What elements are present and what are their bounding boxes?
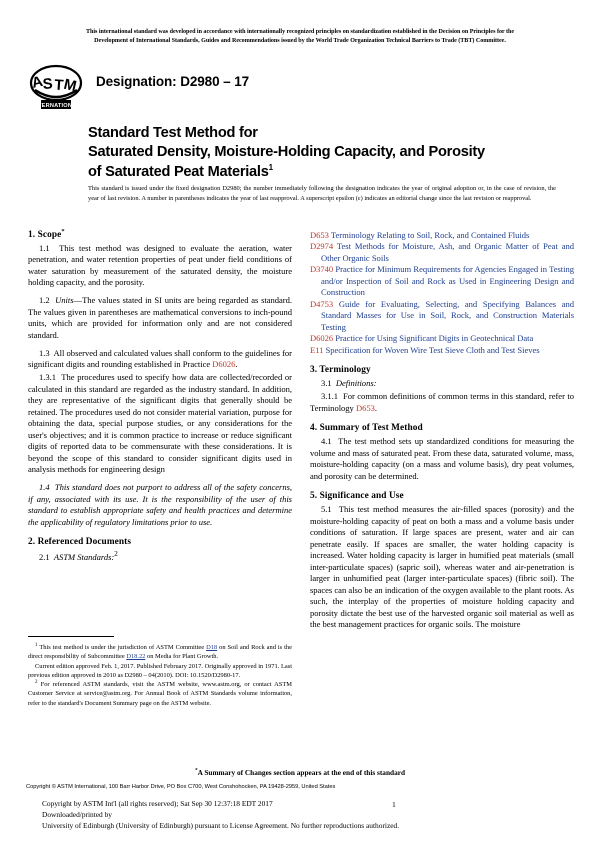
paragraph-3-1-1 (310, 391, 574, 414)
two-column-body (28, 227, 574, 632)
footnote-1-text-c: on Media for Plant Growth. (145, 653, 219, 661)
paragraph-4-1 (310, 436, 574, 482)
standard-number[interactable]: D2974 (310, 241, 334, 252)
paragraph-1-3-text-a: All observed and calculated values shall conform to the guidelines for significant digits and rounding established in Practice (28, 347, 292, 370)
license-line-2: Downloaded/printed by (42, 810, 112, 820)
paragraph-1-1-number: 1.1 (39, 243, 50, 253)
svg-text:A: A (30, 72, 45, 92)
paragraph-1-3-1-text: The procedures used to specify how data are collected/recorded or calculated in this standard are regarded as the industry standard. In addition, they are representative of the significant digits that generally should be retained. The procedures used do not consider material variation, purpose for obtaining the data, special purpose studies, or any considerations for the user's objectives; and it is common practice to increase or reduce significant digits of reported data to be commensurate with these considerations. It is beyond the scope of this standard to consider significant digits used in analysis methods for engineering design (28, 372, 292, 475)
page-number: 1 (392, 800, 396, 809)
title-line-3-text: of Saturated Peat Materials (88, 163, 269, 180)
section-heading-terminology: 3. Terminology (310, 365, 371, 376)
paragraph-1-3-text-b: . (235, 359, 238, 370)
standard-title[interactable]: Test Methods for Moisture, Ash, and Organic Matter of Peat and Other Organic Soils (321, 241, 574, 263)
referenced-standards-list (310, 230, 574, 356)
standard-number[interactable]: D6026 (310, 333, 334, 344)
title-footnote-marker: 1 (268, 162, 273, 172)
scope-heading-marker: * (61, 227, 65, 235)
paragraph-1-1-text: This test method was designed to evaluate the aeration, water penetration, and water retention properties of peat under field conditions of water saturation by measurement of the saturated density, the moisture holding capacity, and the porosity. (28, 243, 292, 288)
section-heading-referenced-documents: 2. Referenced Documents (28, 537, 132, 548)
paragraph-5-1-text: This test method measures the air-filled spaces (porosity) and the moisture-holding capacity of peat on both a mass and a volume basis under conditions of saturation. If large spaces are present, water and air can penetrate easily. If spaces are smaller, the water holding capacity is increased. Water holding capacity is larger in humified peat materials (small inter-particulate spaces) (sapric soil), whereas water and air-penetration is larger in unhumified peat (larger inter-particulate spaces) (fibric soil). The spaces can also be an indication of the oxygen available to the plant roots. As such, the interplay of the properties of moisture holding capacity and porosity dictate the best use of the harvested organic soil material as well as the best management practices for organic soils. The moisture (310, 504, 574, 630)
paragraph-1-3-number: 1.3 (39, 347, 50, 358)
paragraph-1-3-1-number: 1.3.1 (39, 372, 56, 383)
link-committee-d18[interactable]: D18 (206, 644, 218, 651)
footnote-divider (28, 636, 114, 637)
standard-number[interactable]: D653 (310, 230, 329, 240)
list-item[interactable] (310, 333, 574, 344)
footnote-current-edition: Current edition approved Feb. 1, 2017. Published February 2017. Originally approved in 1971. Last previous edition approved in 2010 as D2980 – 04(2010). DOI: 10.1520/D2980-17. (28, 662, 292, 679)
paragraph-1-3 (28, 348, 292, 371)
svg-text:INTERNATIONAL: INTERNATIONAL (32, 103, 80, 109)
footnote-1-text-b: on Soil and Rock and is the direct responsibility of Subcommittee (28, 644, 292, 661)
list-item[interactable] (310, 230, 574, 241)
paragraph-1-2-lead: Units (55, 295, 74, 306)
list-item[interactable] (310, 345, 574, 356)
paragraph-1-1 (28, 243, 292, 289)
tbt-header-note (32, 28, 568, 46)
paragraph-1-2-number: 1.2 (39, 295, 50, 306)
page-title (88, 124, 570, 182)
section-heading-summary-of-test-method: 4. Summary of Test Method (310, 423, 423, 434)
right-column (310, 230, 574, 632)
list-item[interactable] (310, 241, 574, 264)
standard-title[interactable]: Practice for Minimum Requirements for Agencies Engaged in Testing and/or Inspection of Soil and Rock as Used in Engineering Design and Construction (321, 264, 574, 298)
paragraph-3-1-number: 3.1 (321, 378, 332, 389)
summary-of-changes-note (0, 768, 600, 777)
paragraph-1-4-number: 1.4 (39, 482, 50, 493)
paragraph-3-1-lead: Definitions: (335, 378, 377, 389)
standard-number[interactable]: E11 (310, 344, 324, 355)
link-subcommittee-d18-22[interactable]: D18.22 (126, 653, 146, 661)
title-line-3 (88, 163, 570, 182)
paragraph-1-4-text: This standard does not purport to address all of the safety concerns, if any, associated with its use. It is the responsibility of the user of this standard to establish appropriate safety and health practices and determine the applicability of regulatory limitations prior to use. (28, 482, 292, 527)
footnote-1 (28, 643, 292, 662)
paragraph-3-1-1-number: 3.1.1 (321, 391, 338, 402)
section-heading-significance-and-use: 5. Significance and Use (310, 491, 404, 502)
link-d6026-practice[interactable]: D6026 (212, 359, 236, 370)
footnote-2-marker: 2 (35, 679, 38, 685)
title-line-2: Saturated Density, Moisture-Holding Capacity, and Porosity (88, 144, 485, 161)
footnote-1-text-a: This test method is under the jurisdiction of ASTM Committee (39, 644, 207, 651)
designation-text: Designation: D2980 – 17 (96, 74, 250, 89)
logo-designation-row (28, 64, 249, 110)
paragraph-4-1-text: The test method sets up standardized conditions for measuring the volume and mass of saturated peat. From these data, saturated volume, mass, moisture-holding capacity (on a mass and volume basis), dry peat volumes, and porosity can be determined. (310, 436, 574, 481)
standard-number[interactable]: D3740 (310, 264, 334, 275)
footnotes-block (28, 636, 292, 708)
paragraph-3-1 (310, 378, 574, 389)
section-heading-scope (28, 227, 292, 240)
copyright-line: Copyright © ASTM International, 100 Barr Harbor Drive, PO Box C700, West Conshohocken, PA 19428-2959, United States (26, 784, 336, 790)
summary-note-text: A Summary of Changes section appears at the end of this standard (197, 768, 406, 777)
standard-title[interactable]: Guide for Evaluating, Selecting, and Specifying Balances and Standard Masses for Use in Soil, Rock, and Construction Materials Testing (321, 298, 574, 332)
standard-title[interactable]: Practice for Using Significant Digits in Geotechnical Data (335, 333, 534, 344)
paragraph-1-3-1 (28, 372, 292, 475)
left-column (28, 227, 292, 632)
astm-logo-icon (28, 64, 84, 110)
footnote-2-text: For referenced ASTM standards, visit the ASTM website, www.astm.org, or contact ASTM Customer Service at service@astm.org. For Annual Book of ASTM Standards volume information, refer to the standard's Document Summary page on the ASTM website. (28, 681, 292, 707)
standard-number[interactable]: D4753 (310, 298, 334, 309)
paragraph-5-1 (310, 504, 574, 630)
svg-text:S: S (42, 75, 54, 93)
svg-text:T: T (53, 76, 65, 95)
license-block (42, 798, 399, 831)
paragraph-4-1-number: 4.1 (321, 436, 332, 447)
scope-heading-text: 1. Scope (28, 230, 62, 240)
title-line-1: Standard Test Method for (88, 125, 258, 141)
paragraph-1-4 (28, 482, 292, 528)
paragraph-2-1 (28, 550, 292, 563)
list-item[interactable] (310, 299, 574, 333)
paragraph-2-1-heading: ASTM Standards: (53, 551, 115, 562)
paragraph-2-1-number: 2.1 (39, 551, 50, 562)
list-item[interactable] (310, 264, 574, 298)
paragraph-5-1-number: 5.1 (321, 504, 332, 515)
link-d653-terminology[interactable]: D653 (355, 402, 375, 413)
footnote-2 (28, 680, 292, 708)
standard-title[interactable]: Specification for Woven Wire Test Sieve Cloth and Test Sieves (325, 344, 540, 355)
paragraph-1-2 (28, 295, 292, 341)
paragraph-3-1-1-text-a: For common definitions of common terms in this standard, refer to Terminology (310, 391, 574, 413)
summary-note-marker: * (194, 767, 198, 774)
standard-title[interactable]: Terminology Relating to Soil, Rock, and Contained Fluids (330, 230, 530, 240)
paragraph-3-1-1-text-b: . (374, 402, 377, 413)
paragraph-1-2-text: —The values stated in SI units are being regarded as standard. The values given in parentheses are mathematical conversions to inch-pound units, which are provided for information only and are not considered standard. (28, 295, 292, 340)
license-line-1: Copyright by ASTM Int'l (all rights reserved); Sat Sep 30 12:37:18 EDT 2017 (42, 799, 273, 808)
footnote-1-marker: 1 (35, 642, 38, 648)
tbt-note-line-1: This international standard was developed in accordance with internationally recognized principles on standardization established in the Decision on Principles for the (85, 29, 515, 35)
standard-issue-note: This standard is issued under the fixed designation D2980; the number immediately following the designation indicates the year of original adoption or, in the case of revision, the year of last revision. A number in parentheses indicates the year of last reapproval. A superscript epsilon (ε) indicates an editorial change since the last revision or reapproval. (88, 185, 556, 203)
license-line-3: University of Edinburgh (University of Edinburgh) pursuant to License Agreement. No further reproductions authorized. (42, 821, 400, 831)
svg-text:M: M (62, 75, 79, 96)
tbt-note-line-2: Development of International Standards, Guides and Recommendations issued by the World Trade Organization Technical Barriers to Trade (TBT) Committee. (94, 38, 506, 45)
paragraph-2-1-marker: 2 (114, 550, 118, 559)
